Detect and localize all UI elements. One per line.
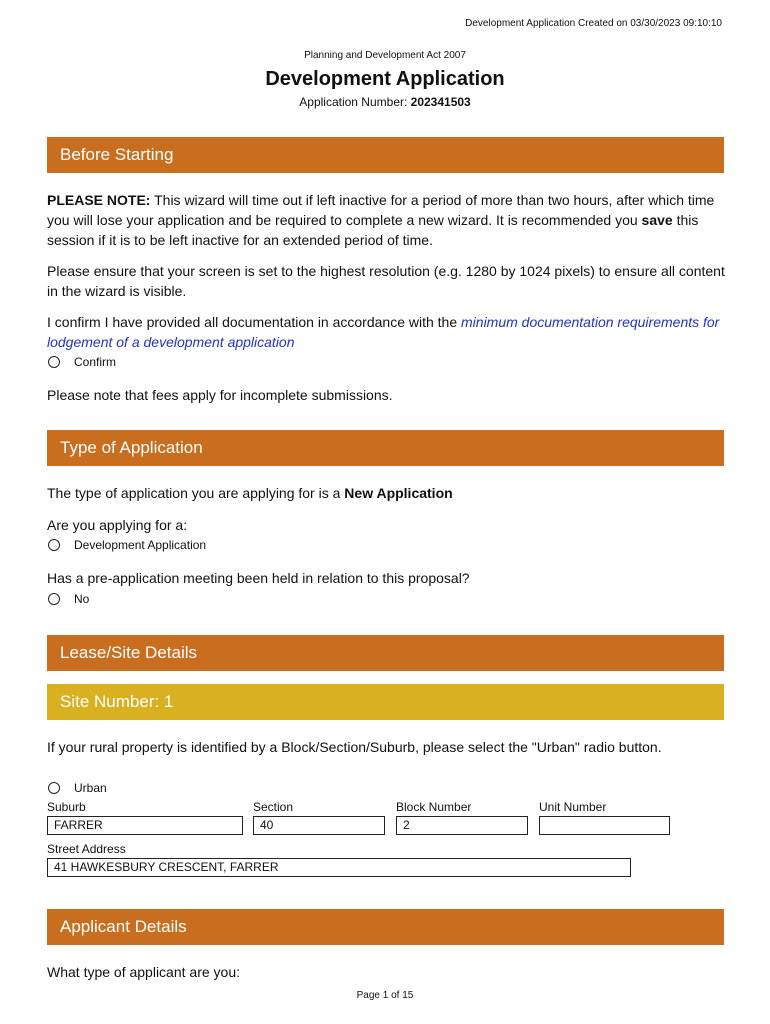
page-title: Development Application bbox=[265, 68, 505, 90]
application-number-label: Application Number: bbox=[299, 95, 411, 109]
section-lease-site-details: Lease/Site Details bbox=[47, 635, 724, 671]
application-number-value: 202341503 bbox=[410, 95, 471, 109]
section-type-of-application: Type of Application bbox=[47, 430, 724, 466]
development-application-label: Development Application bbox=[74, 538, 207, 552]
urban-label: Urban bbox=[74, 781, 107, 795]
act-reference: Planning and Development Act 2007 bbox=[304, 50, 466, 61]
note-text-1: This wizard will time out if left inactive for a period of more than two hours, after which time you will lose your application and be required to complete a new wizard. It is recommended you bbox=[47, 192, 715, 228]
street-address-label: Street Address bbox=[47, 842, 126, 856]
fees-note: Please note that fees apply for incomplete submissions. bbox=[47, 387, 393, 403]
application-number bbox=[0, 95, 770, 109]
meeting-no-radio-row[interactable] bbox=[48, 592, 89, 606]
street-address-field[interactable]: 41 HAWKESBURY CRESCENT, FARRER bbox=[47, 858, 631, 877]
subsection-site-number: Site Number: 1 bbox=[47, 684, 724, 720]
section-label: Section bbox=[253, 800, 294, 814]
rural-property-note: If your rural property is identified by a Block/Section/Suburb, please select the "Urban" radio button. bbox=[47, 739, 662, 755]
resolution-note: Please ensure that your screen is set to the highest resolution (e.g. 1280 by 1024 pixels) to ensure all content in the wizard is visible. bbox=[47, 263, 725, 299]
application-type-statement bbox=[47, 483, 727, 503]
urban-radio[interactable] bbox=[48, 782, 60, 794]
suburb-label: Suburb bbox=[47, 800, 86, 814]
urban-radio-row[interactable] bbox=[48, 781, 107, 795]
page-number: Page 1 of 15 bbox=[356, 990, 414, 1001]
confirm-radio-row[interactable] bbox=[48, 355, 116, 369]
block-number-field[interactable]: 2 bbox=[396, 816, 528, 835]
unit-number-field[interactable] bbox=[539, 816, 670, 835]
applying-question: Are you applying for a: bbox=[47, 517, 188, 533]
note-text-2: this session if it is to be left inactive for an extended period of time. bbox=[47, 212, 699, 248]
created-timestamp: Development Application Created on 03/30/2023 09:10:10 bbox=[465, 18, 722, 29]
unit-number-label: Unit Number bbox=[539, 800, 607, 814]
confirm-radio[interactable] bbox=[48, 356, 60, 368]
minimum-documentation-link[interactable]: minimum documentation requirements for lodgement of a development application bbox=[47, 314, 720, 350]
section-before-starting: Before Starting bbox=[47, 137, 724, 173]
note-label: PLEASE NOTE: bbox=[47, 192, 151, 208]
meeting-question: Has a pre-application meeting been held in relation to this proposal? bbox=[47, 570, 470, 586]
confirm-statement bbox=[47, 312, 727, 352]
section-applicant-details: Applicant Details bbox=[47, 909, 724, 945]
timeout-note bbox=[47, 190, 727, 250]
development-application-radio[interactable] bbox=[48, 539, 60, 551]
meeting-no-label: No bbox=[74, 592, 90, 606]
applicant-type-question: What type of applicant are you: bbox=[47, 964, 240, 980]
type-value: New Application bbox=[344, 485, 453, 501]
section-field[interactable]: 40 bbox=[253, 816, 385, 835]
development-application-radio-row[interactable] bbox=[48, 538, 206, 552]
type-text: The type of application you are applying for is a bbox=[47, 485, 345, 501]
block-number-label: Block Number bbox=[396, 800, 472, 814]
meeting-no-radio[interactable] bbox=[48, 593, 60, 605]
confirm-radio-label: Confirm bbox=[74, 355, 117, 369]
note-save: save bbox=[641, 212, 673, 228]
confirm-text: I confirm I have provided all documentation in accordance with the bbox=[47, 314, 462, 330]
suburb-field[interactable]: FARRER bbox=[47, 816, 243, 835]
